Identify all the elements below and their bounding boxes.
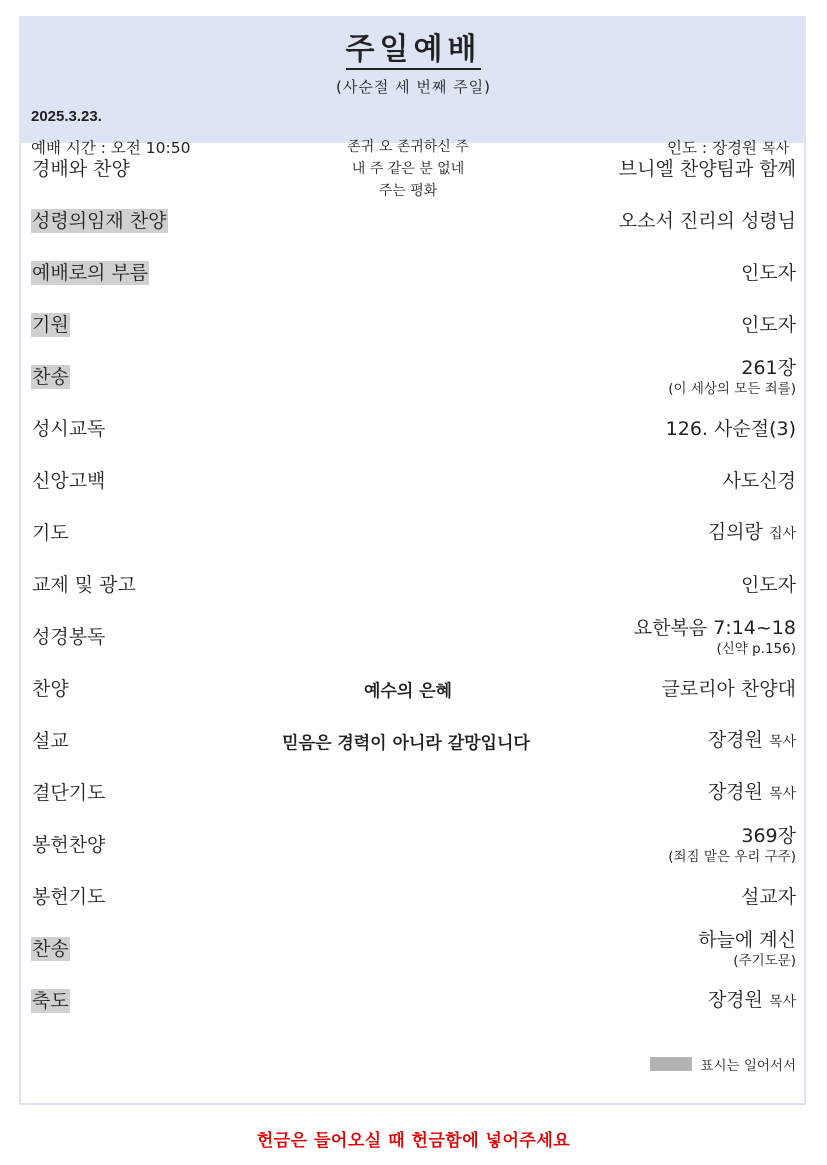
order-row-worship-praise bbox=[21, 139, 806, 199]
row-label: 찬송 bbox=[32, 366, 69, 388]
order-row-call-to-worship bbox=[21, 247, 806, 299]
row-value: 261장 (이 세상의 모든 죄를) bbox=[668, 357, 796, 397]
order-row-prayer bbox=[21, 507, 806, 559]
order-row-offertory bbox=[21, 819, 806, 871]
order-row-benediction bbox=[21, 975, 806, 1027]
offering-notice: 헌금은 들어오실 때 헌금함에 넣어주세요 bbox=[256, 1131, 571, 1151]
service-date: 2025.3.23. bbox=[31, 108, 102, 125]
row-value: 브니엘 찬양팀과 함께 bbox=[618, 158, 796, 180]
order-row-sermon bbox=[21, 715, 806, 767]
row-value: 요한복음 7:14~18 (신약 p.156) bbox=[633, 617, 796, 657]
sermon-title: 믿음은 경력이 아니라 갈망입니다 bbox=[282, 733, 530, 754]
order-row-hymn-1 bbox=[21, 351, 806, 403]
order-row-commitment-prayer bbox=[21, 767, 806, 819]
row-value: 사도신경 bbox=[722, 470, 796, 492]
row-label: 성경봉독 bbox=[32, 626, 106, 648]
row-value: 369장 (죄짐 맡은 우리 구주) bbox=[668, 825, 796, 865]
person-title: 집사 bbox=[768, 526, 796, 542]
person-title: 목사 bbox=[768, 994, 796, 1010]
person-title: 목사 bbox=[768, 734, 796, 750]
row-value: 장경원 목사 bbox=[707, 729, 796, 751]
order-row-creed bbox=[21, 455, 806, 507]
row-note: (주기도문) bbox=[733, 953, 796, 969]
row-label: 축도 bbox=[32, 990, 69, 1012]
order-row-choir bbox=[21, 663, 806, 715]
row-label: 찬양 bbox=[32, 678, 69, 700]
row-note: (이 세상의 모든 죄를) bbox=[668, 381, 796, 397]
service-leader: 인도 : 장경원 목사 bbox=[667, 139, 789, 157]
anthem-title: 예수의 은혜 bbox=[363, 681, 453, 702]
row-value: 인도자 bbox=[740, 574, 796, 596]
row-value: 인도자 bbox=[740, 262, 796, 284]
row-label: 성령의임재 찬양 bbox=[32, 210, 167, 232]
service-time: 예배 시간 : 오전 10:50 bbox=[31, 139, 191, 157]
row-label: 찬송 bbox=[32, 938, 69, 960]
row-label: 예배로의 부름 bbox=[32, 262, 149, 284]
row-value: 126. 사순절(3) bbox=[665, 418, 796, 440]
person-title: 목사 bbox=[768, 786, 796, 802]
song-title: 내 주 같은 분 없네 bbox=[351, 161, 465, 177]
row-label: 봉헌찬양 bbox=[32, 834, 106, 856]
song-title: 존귀 오 존귀하신 주 bbox=[347, 139, 469, 155]
row-value: 설교자 bbox=[740, 886, 796, 908]
row-label: 기도 bbox=[32, 522, 69, 544]
row-label: 기원 bbox=[32, 314, 69, 336]
order-of-service bbox=[21, 139, 806, 1027]
row-label: 결단기도 bbox=[32, 782, 106, 804]
row-note: (신약 p.156) bbox=[716, 641, 796, 657]
row-value: 하늘에 계신 (주기도문) bbox=[698, 929, 796, 969]
order-row-scripture bbox=[21, 611, 806, 663]
row-label: 경배와 찬양 bbox=[32, 158, 130, 180]
row-label: 교제 및 광고 bbox=[32, 574, 136, 596]
song-title: 주는 평화 bbox=[378, 183, 438, 199]
order-row-announcements bbox=[21, 559, 806, 611]
row-label: 성시교독 bbox=[32, 418, 106, 440]
row-value: 인도자 bbox=[740, 314, 796, 336]
order-row-responsive-reading bbox=[21, 403, 806, 455]
order-row-invocation bbox=[21, 299, 806, 351]
row-value: 김의랑 집사 bbox=[707, 521, 796, 543]
row-value: 장경원 목사 bbox=[707, 781, 796, 803]
row-value: 장경원 목사 bbox=[707, 989, 796, 1011]
legend-swatch bbox=[650, 1057, 692, 1071]
page-subtitle: (사순절 세 번째 주일) bbox=[336, 78, 491, 96]
row-note: (죄짐 맡은 우리 구주) bbox=[668, 849, 796, 865]
page-title: 주일예배 bbox=[21, 32, 806, 68]
song-list bbox=[304, 136, 512, 202]
row-label: 설교 bbox=[32, 730, 69, 752]
row-label: 봉헌기도 bbox=[32, 886, 106, 908]
legend-text: 표시는 일어서서 bbox=[700, 1058, 796, 1074]
row-label: 신앙고백 bbox=[32, 470, 106, 492]
standing-legend bbox=[650, 1054, 796, 1074]
order-row-hymn-2 bbox=[21, 923, 806, 975]
row-value: 글로리아 찬양대 bbox=[661, 678, 796, 700]
row-value: 오소서 진리의 성령님 bbox=[618, 210, 796, 232]
order-row-offering-prayer bbox=[21, 871, 806, 923]
order-row-spirit-praise bbox=[21, 195, 806, 247]
